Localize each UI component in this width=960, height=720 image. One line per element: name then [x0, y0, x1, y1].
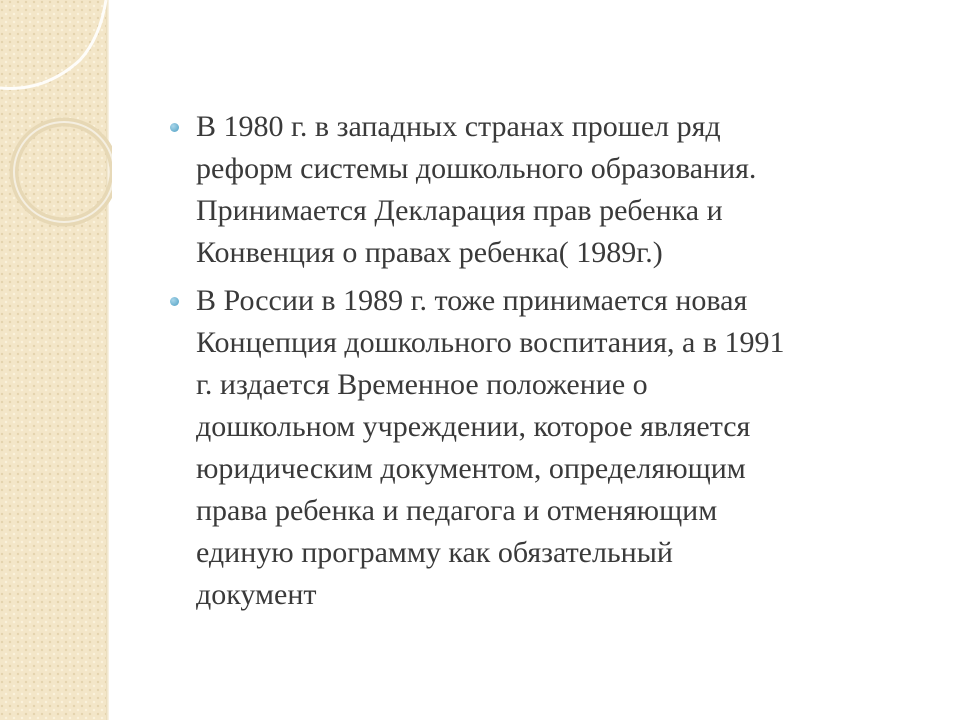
slide-body — [170, 106, 930, 622]
text-line: Принимается Декларация прав ребенка и — [196, 194, 723, 227]
text-line: реформ системы дошкольного образования. — [196, 152, 757, 185]
text-line: единую программу как обязательный — [196, 536, 673, 569]
text-line: права ребенка и педагога и отменяющим — [196, 494, 718, 527]
large-arc-top — [0, 0, 106, 88]
bullet-item-1 — [170, 106, 930, 274]
text-line: г. издается Временное положение о — [196, 368, 648, 401]
text-line: Конвенция о правах ребенка( 1989г.) — [196, 236, 663, 269]
text-line: В России в 1989 г. тоже принимается новая — [196, 284, 748, 317]
text-line: дошкольном учреждении, которое является — [196, 410, 751, 443]
bullet-item-2 — [170, 280, 930, 616]
bullet-icon — [170, 297, 179, 306]
text-line: Концепция дошкольного воспитания, а в 1991 — [196, 326, 785, 359]
bullet-text-2 — [196, 280, 930, 616]
bullet-text-1 — [196, 106, 930, 274]
bullet-list — [170, 106, 930, 616]
decorative-circles — [0, 0, 112, 240]
text-line: документ — [196, 578, 317, 611]
text-line: В 1980 г. в западных странах прошел ряд — [196, 110, 721, 143]
bullet-icon — [170, 123, 179, 132]
text-line: юридическим документом, определяющим — [196, 452, 746, 485]
